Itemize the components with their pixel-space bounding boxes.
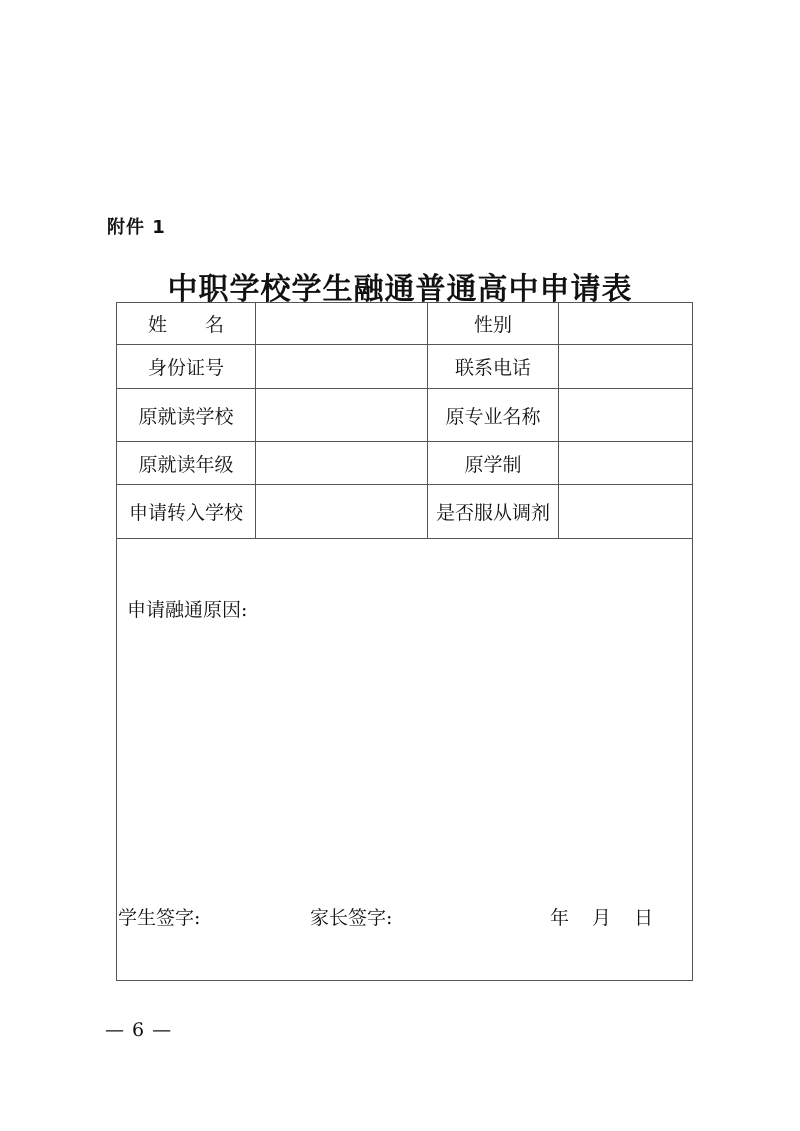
form-row-reason: [117, 539, 693, 981]
name-field[interactable]: [256, 303, 428, 345]
phone-field[interactable]: [559, 345, 693, 389]
accept-reassignment-label: 是否服从调剂: [428, 485, 559, 539]
form-row-transfer: [117, 485, 693, 539]
original-major-field[interactable]: [559, 389, 693, 442]
application-form-table: [116, 302, 693, 981]
form-title: 中职学校学生融通普通高中申请表: [167, 272, 633, 307]
form-row-school: [117, 389, 693, 442]
form-row-grade: [117, 442, 693, 485]
reason-cell[interactable]: [117, 539, 693, 981]
attachment-label: 附件 1: [107, 217, 166, 238]
form-row-name: [117, 303, 693, 345]
gender-label: 性别: [428, 303, 559, 345]
original-grade-field[interactable]: [256, 442, 428, 485]
gender-field[interactable]: [559, 303, 693, 345]
accept-reassignment-field[interactable]: [559, 485, 693, 539]
phone-label: 联系电话: [428, 345, 559, 389]
reason-label: 申请融通原因:: [127, 599, 248, 621]
date-label: 年 月 日: [550, 907, 654, 929]
original-program-length-label: 原学制: [428, 442, 559, 485]
original-grade-label: 原就读年级: [117, 442, 256, 485]
parent-signature-label: 家长签字:: [310, 907, 393, 929]
transfer-school-label: 申请转入学校: [117, 485, 256, 539]
name-label: 姓 名: [117, 303, 256, 345]
original-school-label: 原就读学校: [117, 389, 256, 442]
original-program-length-field[interactable]: [559, 442, 693, 485]
original-school-field[interactable]: [256, 389, 428, 442]
original-major-label: 原专业名称: [428, 389, 559, 442]
id-number-label: 身份证号: [117, 345, 256, 389]
form-row-id: [117, 345, 693, 389]
student-signature-label: 学生签字:: [118, 907, 201, 929]
transfer-school-field[interactable]: [256, 485, 428, 539]
id-number-field[interactable]: [256, 345, 428, 389]
page-number: — 6 —: [105, 1019, 173, 1041]
